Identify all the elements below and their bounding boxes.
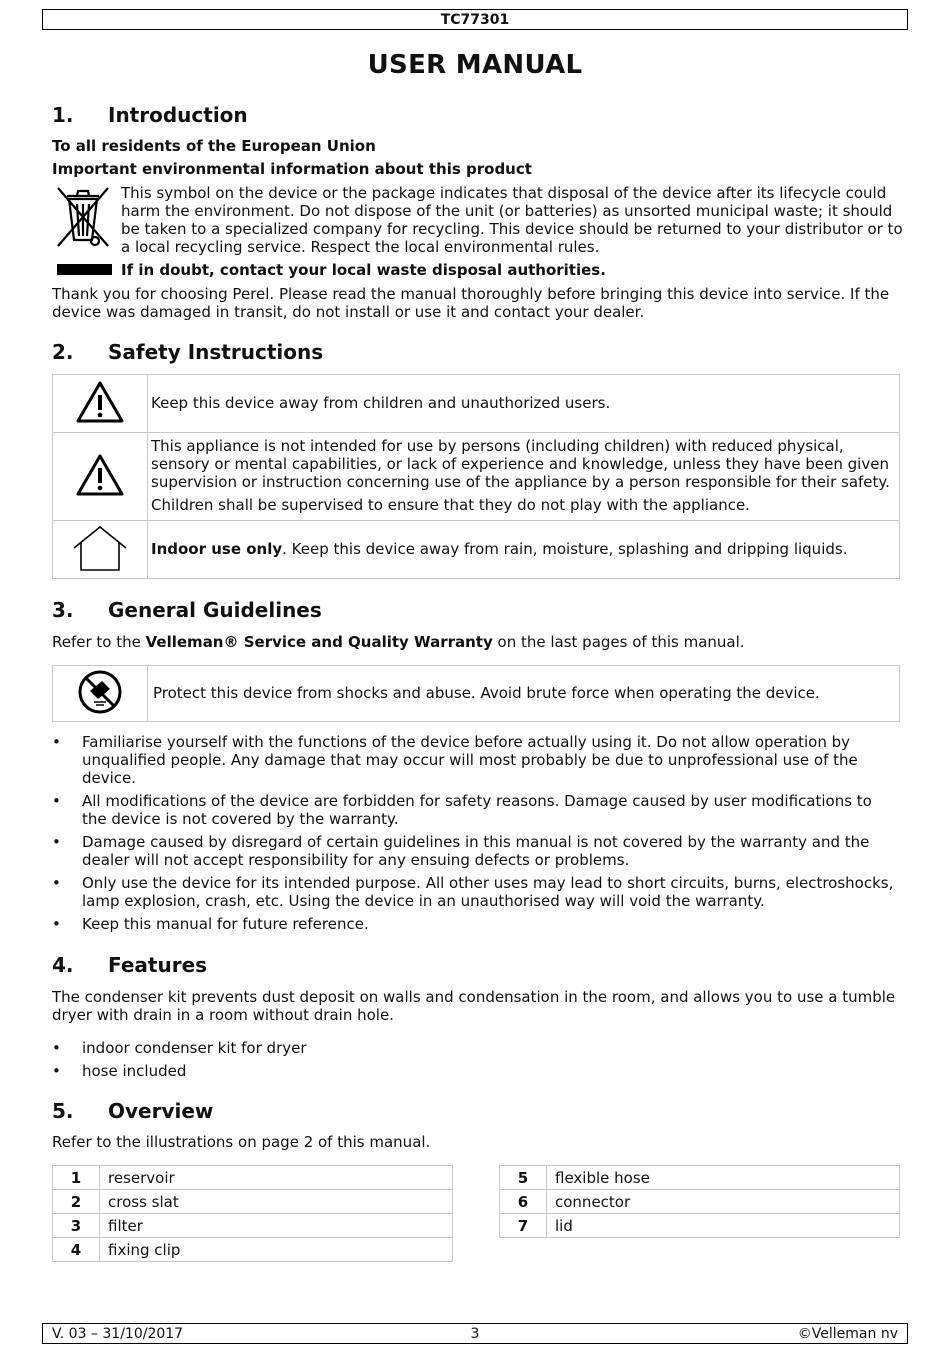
warning-icon: [53, 433, 148, 521]
list-item: • Only use the device for its intended purpose. All other uses may lead to short circuits, burns, electroshocks, lamp explosion, crash, etc. Using the device in an unauthorised way will void the warranty.: [52, 874, 900, 910]
page-title: USER MANUAL: [367, 50, 583, 80]
table-row: [53, 1166, 453, 1190]
part-label: fixing clip: [100, 1238, 453, 1262]
page-number: 3: [470, 1326, 480, 1342]
indoor-use-rest: . Keep this device away from rain, moisture, splashing and dripping liquids.: [282, 539, 848, 558]
indoor-use-bold: Indoor use only: [151, 539, 283, 558]
guidelines-list: [52, 733, 900, 938]
list-item: • Familiarise yourself with the functions of the device before actually using it. Do not allow operation by unqualified people. Any damage that may occur will most probably be due to unprofessional use of the device.: [52, 733, 900, 787]
table-row: [53, 1214, 453, 1238]
safety-row: [53, 521, 900, 579]
section-heading-safety: [52, 340, 323, 364]
part-number: 2: [53, 1190, 100, 1214]
warranty-reference: [52, 633, 902, 651]
ref-pre: Refer to the: [52, 633, 146, 651]
table-row: [53, 1190, 453, 1214]
part-number: 4: [53, 1238, 100, 1262]
part-label: filter: [100, 1214, 453, 1238]
part-label: connector: [547, 1190, 900, 1214]
part-label: reservoir: [100, 1166, 453, 1190]
table-row: [53, 1238, 453, 1262]
table-row: [500, 1190, 900, 1214]
part-number: 7: [500, 1214, 547, 1238]
section-heading-overview: [52, 1099, 213, 1123]
env-info-subheading: Important environmental information about this product: [52, 160, 532, 178]
section-heading-guidelines: [52, 598, 322, 622]
safety-row-text: [148, 433, 900, 521]
safety-row: [53, 375, 900, 433]
part-label: cross slat: [100, 1190, 453, 1214]
list-item: • hose included: [52, 1062, 900, 1080]
safety-row-text: Keep this device away from children and unauthorized users.: [148, 375, 900, 433]
safety-row-text: [148, 521, 900, 579]
section-number: 3.: [52, 598, 74, 622]
part-number: 6: [500, 1190, 547, 1214]
list-item: • All modifications of the device are forbidden for safety reasons. Damage caused by user modifications to the device is not covered by the warranty.: [52, 792, 900, 828]
warranty-name: Velleman® Service and Quality Warranty: [145, 633, 493, 651]
house-icon: [53, 521, 148, 579]
safety-row-paragraph: This appliance is not intended for use by persons (including children) with reduced physical, sensory or mental capabilities, or lack of experience and knowledge, unless they have been given supervision or instruction concerning use of the appliance by a person responsible for their safety.: [151, 437, 890, 491]
section-title: Safety Instructions: [108, 340, 324, 364]
no-shock-icon: [53, 666, 148, 722]
section-number: 4.: [52, 953, 74, 977]
eu-residents-subheading: To all residents of the European Union: [52, 137, 376, 155]
features-paragraph: The condenser kit prevents dust deposit on walls and condensation in the room, and allows you to use a tumble dryer with drain in a room without drain hole.: [52, 988, 896, 1024]
section-heading-introduction: [52, 103, 248, 127]
doubt-text: If in doubt, contact your local waste disposal authorities.: [121, 261, 606, 279]
table-row: [500, 1166, 900, 1190]
features-list: [52, 1039, 900, 1085]
section-number: 1.: [52, 103, 74, 127]
section-heading-features: [52, 953, 207, 977]
section-title: Overview: [108, 1099, 214, 1123]
part-label: flexible hose: [547, 1166, 900, 1190]
list-item: • Damage caused by disregard of certain guidelines in this manual is not covered by the warranty and the dealer will not accept responsibility for any ensuing defects or problems.: [52, 833, 900, 869]
part-number: 5: [500, 1166, 547, 1190]
model-header: TC77301: [42, 9, 908, 30]
list-item: • Keep this manual for future reference.: [52, 915, 900, 933]
parts-table-right: [499, 1165, 900, 1238]
page-footer: [42, 1323, 908, 1344]
safety-row-paragraph: Children shall be supervised to ensure that they do not play with the appliance.: [151, 496, 750, 514]
section-number: 5.: [52, 1099, 74, 1123]
thanks-paragraph: Thank you for choosing Perel. Please read the manual thoroughly before bringing this device into service. If the device was damaged in transit, do not install or use it and contact your dealer.: [52, 285, 890, 321]
part-label: lid: [547, 1214, 900, 1238]
parts-table-left: [52, 1165, 453, 1262]
protect-table: [52, 665, 900, 722]
safety-table: [52, 374, 900, 579]
warning-icon: [53, 375, 148, 433]
section-title: Introduction: [108, 103, 248, 127]
section-title: General Guidelines: [108, 598, 322, 622]
part-number: 3: [53, 1214, 100, 1238]
section-title: Features: [108, 953, 208, 977]
table-row: [500, 1214, 900, 1238]
section-number: 2.: [52, 340, 74, 364]
version-date: V. 03 – 31/10/2017: [52, 1326, 184, 1342]
protect-text: Protect this device from shocks and abuse. Avoid brute force when operating the device.: [148, 666, 900, 722]
weee-black-bar: [57, 264, 112, 275]
protect-row: [53, 666, 900, 722]
copyright: ©Velleman nv: [797, 1326, 898, 1342]
safety-row: [53, 433, 900, 521]
weee-text: This symbol on the device or the package indicates that disposal of the device after its lifecycle could harm the environment. Do not dispose of the unit (or batteries) as unsorted municipal waste; it should be taken to a specialized company for recycling. This device should be returned to your distributor or to a local recycling service. Respect the local environmental rules.: [121, 184, 903, 256]
ref-post: on the last pages of this manual.: [492, 633, 745, 651]
overview-paragraph: Refer to the illustrations on page 2 of this manual.: [52, 1133, 431, 1151]
weee-bin-icon: [55, 184, 111, 250]
part-number: 1: [53, 1166, 100, 1190]
list-item: • indoor condenser kit for dryer: [52, 1039, 900, 1057]
